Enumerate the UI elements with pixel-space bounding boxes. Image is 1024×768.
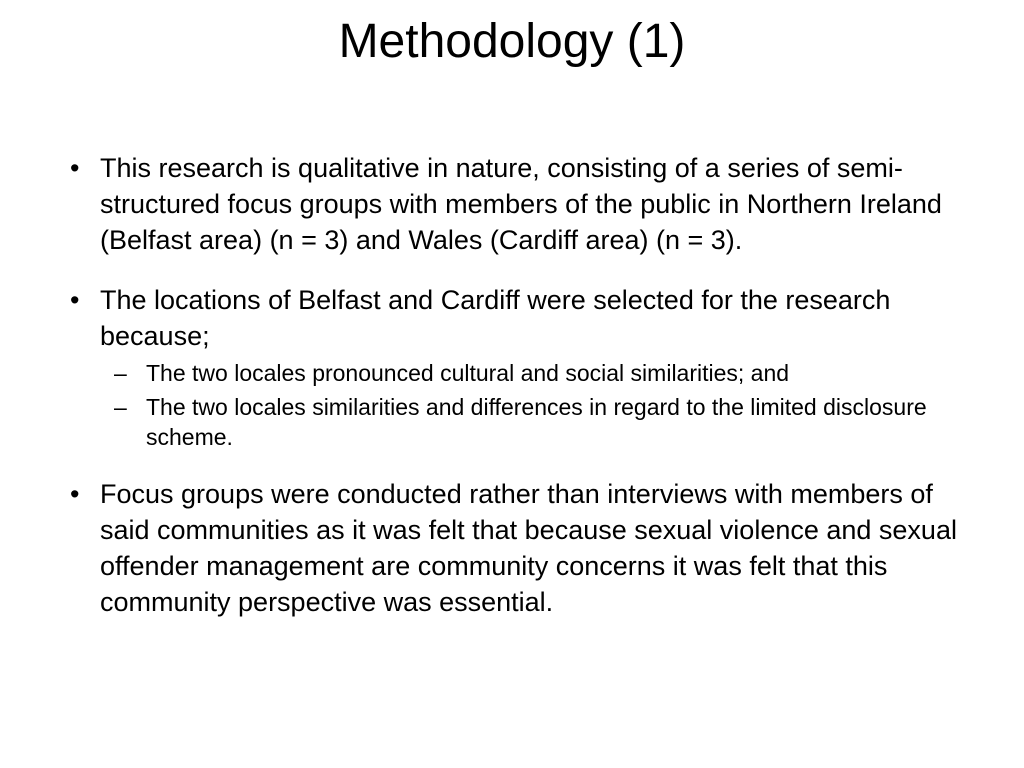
bullet-text-3: Focus groups were conducted rather than interviews with members of said communities as it was felt that because sexual violence and sexual offender management are community concerns it was felt that this community perspective was essential. (100, 479, 957, 617)
bullet-text-2: The locations of Belfast and Cardiff were selected for the research because; (100, 285, 891, 351)
subbullet-item-1 (100, 358, 970, 388)
subbullet-marker: – (114, 360, 127, 386)
bullet-marker: • (70, 285, 80, 315)
bullet-marker: • (70, 479, 80, 509)
bullet-marker: • (70, 153, 80, 183)
bullet-list (70, 150, 970, 620)
bullet-item-3 (70, 476, 970, 620)
subbullet-marker: – (114, 394, 127, 420)
bullet-item-1 (70, 150, 970, 258)
bullet-item-2 (70, 282, 970, 452)
subbullet-text-2: The two locales similarities and differences in regard to the limited disclosure scheme. (146, 394, 927, 450)
subbullet-item-2 (100, 392, 970, 452)
bullet-text-1: This research is qualitative in nature, consisting of a series of semi-structured focus groups with members of the public in Northern Ireland (Belfast area) (n = 3) and Wales (Cardiff area) (n = 3). (100, 153, 942, 255)
slide-title: Methodology (1) (338, 15, 686, 68)
subbullet-list (100, 358, 970, 452)
subbullet-text-1: The two locales pronounced cultural and social similarities; and (146, 360, 790, 386)
